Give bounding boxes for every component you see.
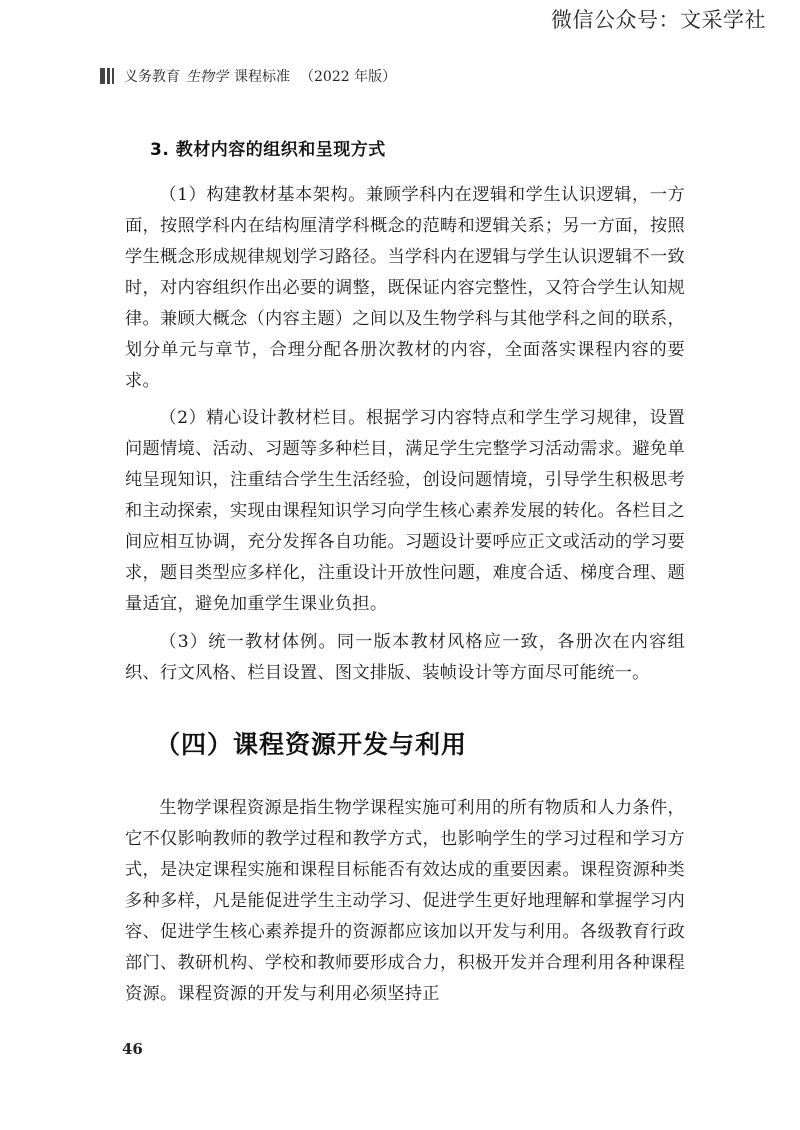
header-edition: （2022 年版） <box>300 69 397 85</box>
watermark-text: 微信公众号：文采学社 <box>551 8 766 32</box>
header-part2: 生物学 <box>186 69 228 85</box>
paragraph-1: （1）构建教材基本架构。兼顾学科内在逻辑和学生认识逻辑，一方面，按照学科内在结构厘清学科概念的范畴和逻辑关系；另一方面，按照学生概念形成规律规划学习路径。当学科内在逻辑与学生认识逻辑不一致时，对内容组织作出必要的调整，既保证内容完整性，又符合学生认知规律。兼顾大概念（内容主题）之间以及生物学科与其他学科之间的联系，划分单元与章节，合理分配各册次教材的内容，全面落实课程内容的要求。 <box>125 185 685 391</box>
paragraph-2: （2）精心设计教材栏目。根据学习内容特点和学生学习规律，设置问题情境、活动、习题等多种栏目，满足学生完整学习活动需求。避免单纯呈现知识，注重结合学生生活经验，创设问题情境，引导学生积极思考和主动探索，实现由课程知识学习向学生核心素养发展的转化。各栏目之间应相互协调，充分发挥各自功能。习题设计要呼应正文或活动的学习要求，题目类型应多样化，注重设计开放性问题，难度合适、梯度合理、题量适宜，避免加重学生课业负担。 <box>125 408 685 614</box>
header-bars-icon <box>100 68 116 84</box>
section-heading: （四）课程资源开发与利用 <box>155 730 468 759</box>
subheading: 3. 教材内容的组织和呈现方式 <box>150 140 386 160</box>
section-paragraph: 生物学课程资源是指生物学课程实施可利用的所有物质和人力条件，它不仅影响教师的教学过程和教学方式，也影响学生的学习过程和学习方式，是决定课程实施和课程目标能否有效达成的重要因素。课程资源种类多种多样，凡是能促进学生主动学习、促进学生更好地理解和掌握学习内容、促进学生核心素养提升的资源都应该加以开发与利用。各级教育行政部门、教研机构、学校和教师要形成合力，积极开发并合理利用各种课程资源。课程资源的开发与利用必须坚持正 <box>125 798 685 1004</box>
header-part3: 课程标准 <box>234 69 290 85</box>
running-header <box>100 66 396 86</box>
header-part1: 义务教育 <box>124 69 180 85</box>
paragraph-3: （3）统一教材体例。同一版本教材风格应一致，各册次在内容组织、行文风格、栏目设置、图文排版、装帧设计等方面尽可能统一。 <box>125 632 685 683</box>
page-number: 46 <box>122 1040 143 1058</box>
